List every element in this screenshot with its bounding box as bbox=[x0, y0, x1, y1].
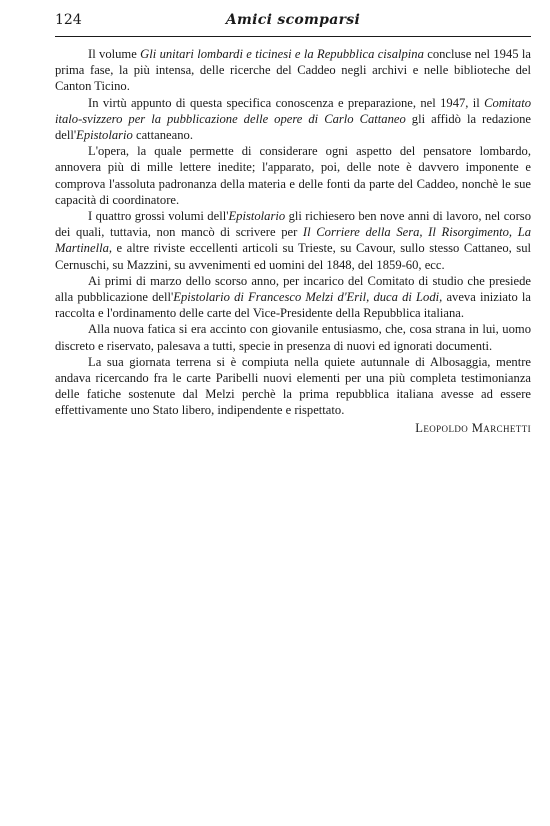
text-run: L'opera, la quale permette di considerare ogni aspetto del pensatore lombardo, annovera più di mille lettere inedite; l'apparato, poi, delle note è davvero imponente e comprova l'assoluta padronanza della materia e delle fonti da parte del Caddeo, nonchè le sue capacità di coordinatore. bbox=[55, 144, 531, 207]
text-run: aveva iniziato la raccolta e l'ordinamento delle carte del Vice-Presidente della Repubblica italiana. bbox=[55, 290, 532, 321]
text-run: gli affidò la redazione dell' bbox=[55, 111, 531, 143]
text-run: In virtù appunto di questa specifica conoscenza e preparazione, nel 1947, il bbox=[88, 95, 485, 110]
italic-title-run: Epistolario di Francesco Melzi d'Eril, duca di Lodi, bbox=[173, 290, 443, 305]
paragraph bbox=[55, 273, 531, 322]
text-run: Ai primi di marzo dello scorso anno, per incarico del Comitato di studio che presiede alla pubblicazione dell' bbox=[55, 273, 531, 305]
text-run: conclusе nel 1945 la prima fase, la più intensa, delle ricerche del Caddeo negli archivi e nelle biblioteche del Canton Ticino. bbox=[55, 47, 531, 94]
italic-title-run: Il Corriere della Sera, Il Risorgimento, La Martinella, bbox=[55, 225, 531, 256]
text-run: e altre riviste eccellenti articoli su Trieste, su Cavour, sullo stesso Cattaneo, sul Cernuschi, su Mazzini, su avvenimenti ed uomini del 1848, del 1859-60, ecc. bbox=[55, 241, 531, 272]
page-number: 124 bbox=[55, 12, 82, 28]
text-run: gli richiesero ben nove anni di lavoro, nel corso dei quali, tuttavia, non mancò di scrivere per bbox=[55, 209, 531, 240]
body-text bbox=[55, 46, 531, 419]
italic-title-run: Comitato italo-svizzero per la pubblicazione delle opere di Carlo Cattaneo bbox=[55, 95, 531, 126]
paragraph bbox=[55, 46, 531, 95]
italic-title-run: Gli unitari lombardi e ticinesi e la Repubblica cisalpina bbox=[140, 47, 424, 61]
paragraph bbox=[55, 143, 531, 208]
running-title: Amici scomparsi bbox=[225, 12, 361, 28]
text-run: cattaneano. bbox=[132, 128, 193, 143]
text-run: La sua giornata terrena si è compiuta nella quiete autunnale di Albosaggia, mentre andava ricercando fra le carte Paribelli nuovi elementi per una più completa testimonianza delle fatiche sostenute dal Melzi perchè la prima repubblica italiana avesse ad essere effettivamente uno Stato libero, indipendente e rispettato. bbox=[55, 354, 531, 418]
text-run: Alla nuova fatica si era accinto con giovanile entusiasmo, che, cosa strana in lui, uomo discreto e riservato, palesava a tutti, specie in presenza di nuovi ed ignorati documenti. bbox=[55, 322, 531, 353]
text-run: Il volume bbox=[88, 47, 141, 61]
header-rule bbox=[55, 36, 531, 37]
paragraph bbox=[55, 321, 531, 353]
text-run: I quattro grossi volumi dell' bbox=[88, 209, 229, 224]
italic-title-run: Epistolario bbox=[76, 128, 133, 143]
running-head bbox=[55, 10, 531, 32]
paragraph bbox=[55, 95, 531, 144]
paragraph bbox=[55, 354, 531, 419]
page bbox=[55, 10, 531, 436]
italic-title-run: Epistolario bbox=[228, 209, 286, 224]
paragraph bbox=[55, 208, 531, 273]
author-signature: Leopoldo Marchetti bbox=[415, 420, 531, 435]
